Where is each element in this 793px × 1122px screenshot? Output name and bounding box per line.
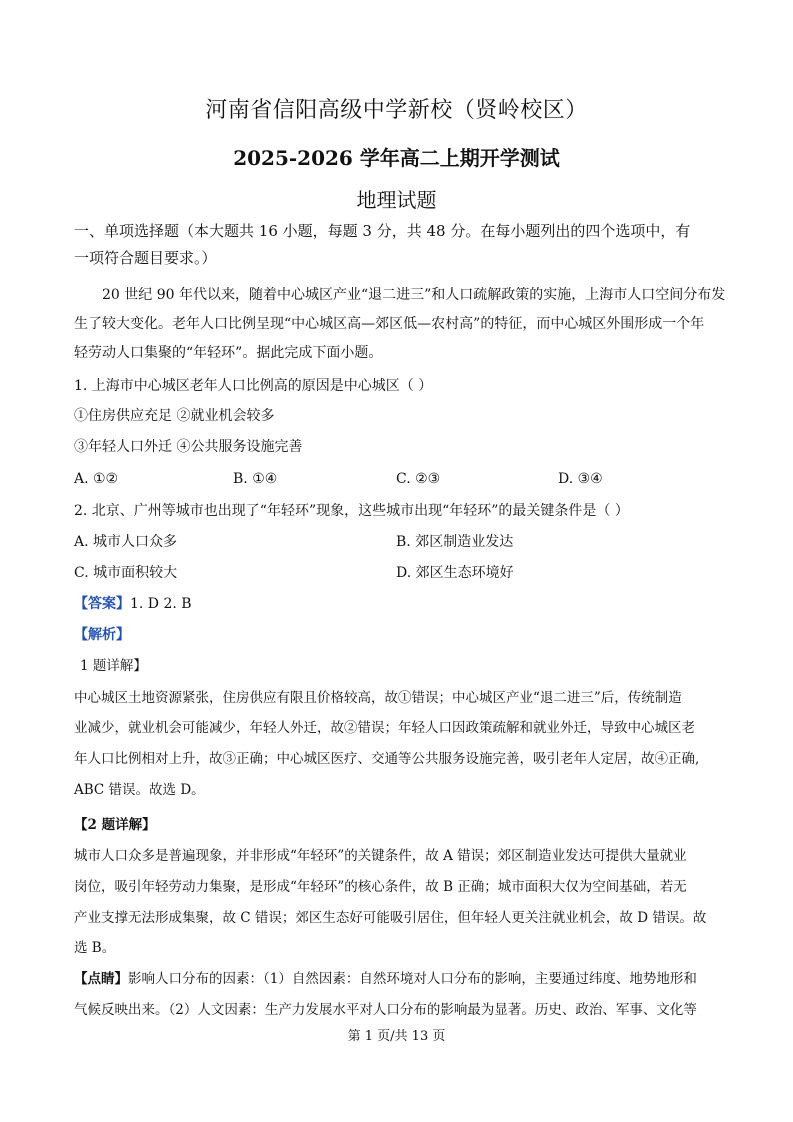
- subject-title: 地理试题: [356, 188, 437, 212]
- tip-text-1: 影响人口分布的因素：（1）自然因素：自然环境对人口分布的影响，主要通过纬度、地势地形和: [128, 971, 697, 987]
- analysis-label: 【解析】: [74, 627, 130, 643]
- detail-1-line-1: 中心城区土地资源紧张，住房供应有限且价格较高，故①错误；中心城区产业“退二进三”后，传统制造: [74, 690, 682, 706]
- detail-2-heading: 【2 题详解】: [74, 817, 156, 833]
- detail-2-line-3: 产业支撑无法形成集聚，故 C 错误；郊区生态好可能吸引居住，但年轻人更关注就业机会，故 D 错误。故: [74, 910, 707, 926]
- page-footer: 第 1 页/共 13 页: [347, 1029, 446, 1044]
- detail-2-line-1: 城市人口众多是普遍现象，并非形成“年轻环”的关键条件，故 A 错误；郊区制造业发达可提供大量就业: [74, 848, 687, 864]
- detail-2-line-4: 选 B。: [74, 940, 116, 956]
- question-1-option-c: C. ②③: [396, 471, 441, 487]
- tip-line-1: [74, 969, 697, 989]
- question-1-option-a: A. ①②: [74, 471, 119, 487]
- detail-1-line-2: 业减少，就业机会可能减少，年轻人外迁，故②错误；年轻人口因政策疏解和就业外迁，导致中心城区老: [74, 720, 695, 736]
- school-title: 河南省信阳高级中学新校（贤岭校区）: [205, 98, 588, 123]
- detail-1-line-3: 年人口比例相对上升，故③正确；中心城区医疗、交通等公共服务设施完善，吸引老年人定居，故④正确,: [74, 751, 700, 767]
- exam-title: 2025-2026 学年高二上期开学测试: [233, 146, 560, 170]
- question-1-items-a: ①住房供应充足 ②就业机会较多: [74, 408, 275, 424]
- question-2-stem: 2. 北京、广州等城市也出现了“年轻环”现象，这些城市出现“年轻环”的最关键条件是（ ）: [74, 503, 629, 519]
- tip-label: 【点睛】: [74, 971, 128, 987]
- passage-line-1: 20 世纪 90 年代以来，随着中心城区产业“退二进三”和人口疏解政策的实施，上海市人口空间分布发: [102, 287, 726, 303]
- detail-1-line-4: ABC 错误。故选 D。: [74, 782, 205, 798]
- detail-2-line-2: 岗位，吸引年轻劳动力集聚，是形成“年轻环”的核心条件，故 B 正确；城市面积大仅为空间基础，若无: [74, 879, 687, 895]
- detail-1-heading: 1 题详解】: [80, 658, 147, 674]
- answer-text: 1. D 2. B: [130, 596, 192, 612]
- question-1-stem: 1. 上海市中心城区老年人口比例高的原因是中心城区（ ）: [74, 378, 433, 394]
- question-2-option-b: B. 郊区制造业发达: [396, 534, 514, 550]
- question-1-items-b: ③年轻人口外迁 ④公共服务设施完善: [74, 439, 303, 455]
- question-2-option-c: C. 城市面积较大: [74, 565, 178, 581]
- answer-line: [74, 594, 192, 614]
- passage-line-3: 轻劳动人口集聚的“年轻环”。据此完成下面小题。: [74, 345, 383, 361]
- section-heading-line-1: 一、单项选择题（本大题共 16 小题，每题 3 分，共 48 分。在每小题列出的四个选项中，有: [74, 222, 691, 240]
- answer-label: 【答案】: [74, 596, 130, 612]
- passage-line-2: 生了较大变化。老年人口比例呈现“中心城区高—郊区低—农村高”的特征，而中心城区外围形成一个年: [74, 316, 705, 332]
- question-1-option-b: B. ①④: [233, 471, 278, 487]
- question-1-option-d: D. ③④: [558, 471, 603, 487]
- question-2-option-a: A. 城市人口众多: [74, 534, 178, 550]
- section-heading-line-2: 一项符合题目要求。）: [74, 249, 217, 267]
- tip-line-2: 气候反映出来。（2）人文因素：生产力发展水平对人口分布的影响最为显著。历史、政治、军事、文化等: [74, 1002, 697, 1018]
- question-2-option-d: D. 郊区生态环境好: [396, 565, 514, 581]
